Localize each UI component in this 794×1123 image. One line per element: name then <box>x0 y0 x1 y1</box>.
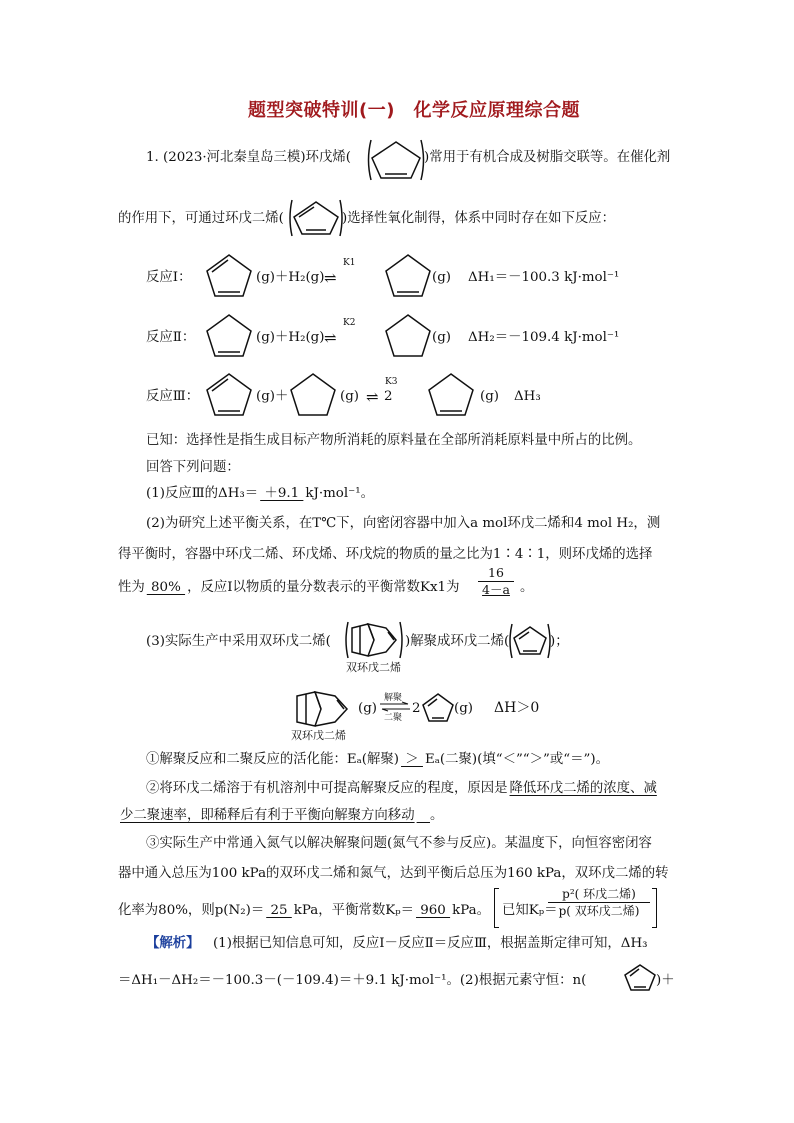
q3-s2-line1 <box>146 779 659 799</box>
reaction-3-dh: ΔH₃ <box>514 389 541 404</box>
reaction-2-k-label: K2 <box>343 318 356 328</box>
analysis-tag: 【解析】 <box>146 936 200 951</box>
q3-s3-text-a: 化率为80%，则p(N₂)＝ <box>118 903 265 918</box>
q2-line3 <box>118 578 459 598</box>
known-text: 已知：选择性是指生成目标产物所消耗的原料量在全部所消耗原料量中所占的比例。 <box>146 433 642 448</box>
reaction-1-k-label: K1 <box>343 258 356 268</box>
q3-eq-phase1: (g) <box>358 701 378 716</box>
q3-intro-b: )解聚成环戊二烯( <box>405 634 510 649</box>
q2-line2: 得平衡时，容器中环戊二烯、环戊烯、环戊烷的物质的量之比为1∶4∶1，则环戊烯的选择 <box>118 547 653 562</box>
cyclopentene-icon <box>383 252 433 300</box>
cyclopentadiene-structure-inline <box>622 962 658 994</box>
q3-s3-line1: ③实际生产中常通入氮气以解决解聚问题(氮气不参与反应)。某温度下，向恒容密闭容 <box>146 836 652 851</box>
q3-arrow-bottom: 二聚 <box>384 713 403 723</box>
q2-frac-denominator: 4－a <box>478 581 514 598</box>
cyclopentene-icon <box>204 312 254 360</box>
analysis-line2-end: )＋ <box>656 973 675 988</box>
intro-line1-a: 1. (2023·河北秦皇岛三模)环戊烯( <box>146 150 351 165</box>
dicyclopentadiene-structure <box>291 690 353 728</box>
reaction-2-product-phase: (g) <box>432 330 452 345</box>
reaction-1-arrow: ⇌ <box>324 269 337 287</box>
intro-line1-b: )常用于有机合成及树脂交联等。在催化剂 <box>424 150 671 165</box>
q3-s1-text-a: ①解聚反应和二聚反应的活化能：Eₐ(解聚) <box>146 752 400 767</box>
q3-eq-dh: ΔH＞0 <box>494 700 540 716</box>
reaction-3-product-phase: (g) <box>480 389 500 404</box>
reaction-1-product-phase: (g) <box>432 270 452 285</box>
q3-s1-answer: ＞ <box>401 752 423 767</box>
reaction-3-mid2: (g) <box>340 389 360 404</box>
q3-s2-end: 。 <box>429 808 444 823</box>
reaction-1-mid: (g)＋H₂(g) <box>256 270 325 285</box>
q3-s3-text-b: kPa，平衡常数Kₚ＝ <box>293 903 414 918</box>
q3-s2-answer-1: 降低环戊二烯的浓度、减 <box>509 781 657 796</box>
q3-s3-answer-pn2: 25 <box>266 903 292 918</box>
q2-text-b: ，反应Ⅰ以物质的量分数表示的平衡常数Kx1为 <box>187 580 460 595</box>
q3-s2-answer-2: 少二聚速率，即稀释后有利于平衡向解聚方向移动 <box>120 808 415 823</box>
q3-s3-line2: 器中通入总压为100 kPa的双环戊二烯和氮气，达到平衡后总压为160 kPa，双环戊二烯的转 <box>118 866 669 881</box>
q2-text-a: 性为 <box>118 580 145 595</box>
kp-bracket-right <box>652 888 657 928</box>
answer-prompt: 回答下列问题： <box>146 460 240 475</box>
q3-intro-c: )； <box>550 634 569 649</box>
kp-bracket-left <box>494 888 499 928</box>
q1-unit: kJ·mol⁻¹。 <box>305 486 374 501</box>
q3-intro-a: (3)实际生产中采用双环戊二烯( <box>146 634 331 649</box>
analysis-text-1: (1)根据已知信息可知，反应Ⅰ－反应Ⅱ＝反应Ⅲ，根据盖斯定律可知，ΔH₃ <box>212 936 648 951</box>
cyclopentane-icon <box>288 371 338 419</box>
cyclopentadiene-icon <box>420 691 456 725</box>
q2-frac-numerator: 16 <box>488 565 504 580</box>
q1-text: (1)反应Ⅲ的ΔH₃＝ <box>146 486 259 501</box>
page-title: 题型突破特训(一) 化学反应原理综合题 <box>248 100 580 121</box>
q2-fraction <box>478 565 514 598</box>
reaction-3-label: 反应Ⅲ： <box>146 389 200 404</box>
q1-answer: ＋9.1 <box>260 486 304 501</box>
q2-answer-selectivity: 80% <box>146 580 186 595</box>
q1-line <box>146 484 374 504</box>
q3-eq-phase2: (g) <box>454 701 474 716</box>
reaction-2-dh: ΔH₂＝－109.4 kJ·mol⁻¹ <box>468 330 620 345</box>
q3-arrow-top: 解聚 <box>384 693 403 703</box>
q2-text-c: 。 <box>520 580 534 595</box>
reaction-1-label: 反应Ⅰ： <box>146 270 192 285</box>
dcpd-caption-2: 双环戊二烯 <box>291 729 346 742</box>
q2-line1: (2)为研究上述平衡关系，在T℃下，向密闭容器中加入a mol环戊二烯和4 mol H₂，测 <box>146 516 661 531</box>
dicyclopentadiene-structure-small <box>346 622 402 658</box>
q3-s3-answer-kp: 960 <box>416 903 451 918</box>
reaction-3-mid: (g)＋ <box>256 389 289 404</box>
q3-s2-line2 <box>118 806 443 826</box>
reaction-3-k-label: K3 <box>385 377 398 387</box>
kp-numerator: p²( 环戊二烯) <box>562 887 636 901</box>
reaction-2-label: 反应Ⅱ： <box>146 330 196 345</box>
reaction-3-coefficient: 2 <box>384 389 393 404</box>
cyclopentene-icon <box>426 371 476 419</box>
cyclopentadiene-structure-small <box>510 624 550 658</box>
kp-fraction <box>548 886 650 919</box>
q3-s3-line3 <box>118 901 490 921</box>
kp-denominator: p( 双环戊二烯) <box>548 902 650 919</box>
analysis-line1 <box>146 934 648 954</box>
dcpd-caption-1: 双环戊二烯 <box>346 661 401 674</box>
q3-s1-text-b: Eₐ(二聚)(填“＜”“＞”或“＝”)。 <box>424 752 609 767</box>
reaction-2-arrow: ⇌ <box>324 329 337 347</box>
kp-prefix: 已知Kₚ＝ <box>502 903 558 918</box>
cyclopentene-structure <box>368 138 424 182</box>
reaction-2-mid: (g)＋H₂(g) <box>256 330 325 345</box>
q3-s1-line <box>146 750 609 770</box>
cyclopentadiene-icon <box>204 252 254 300</box>
q3-eq-coefficient: 2 <box>412 701 421 716</box>
reaction-3-arrow: ⇌ <box>366 388 379 406</box>
cyclopentadiene-icon <box>204 371 254 419</box>
cyclopentadiene-structure <box>290 198 342 238</box>
intro-line2-a: 的作用下，可通过环戊二烯( <box>118 211 284 226</box>
intro-line2-b: )选择性氧化制得，体系中同时存在如下反应： <box>342 211 616 226</box>
analysis-line2: ＝ΔH₁－ΔH₂＝－100.3－(－109.4)＝＋9.1 kJ·mol⁻¹。(2)根据元素守恒：n( <box>118 973 587 988</box>
cyclopentane-icon <box>383 312 433 360</box>
q3-s2-text: ②将环戊二烯溶于有机溶剂中可提高解聚反应的程度，原因是 <box>146 781 508 796</box>
q3-s3-text-c: kPa。 <box>452 903 490 918</box>
reaction-1-dh: ΔH₁＝－100.3 kJ·mol⁻¹ <box>468 270 620 285</box>
